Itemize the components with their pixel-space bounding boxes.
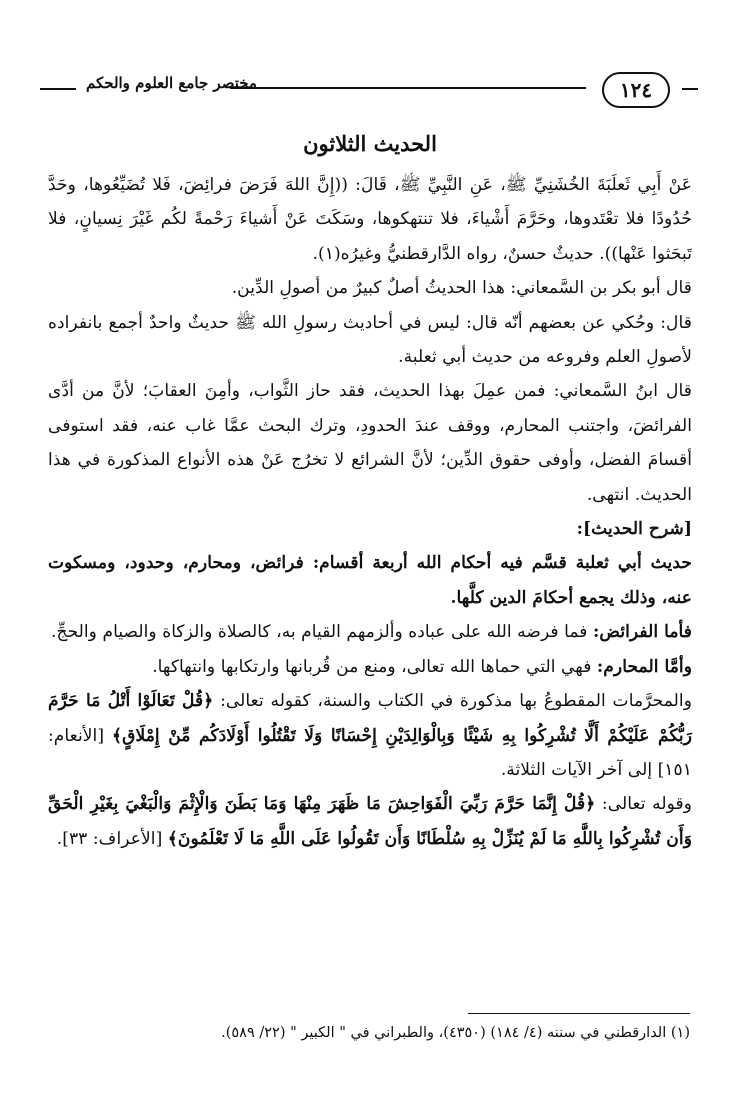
paragraph-ibn-samani: قال ابنُ السَّمعاني: فمن عمِلَ بهذا الحديث، فقد حاز الثَّواب، وأمِنَ العقابَ؛ لأنَّ من أدَّى الفرائضَ، واجتنب المحارم، ووقف عندَ الحدودِ، وترك البحث عمَّا غاب عنه، فقد استوفى أقسامَ الفضل، وأوفى حقوق الدِّين؛ لأنَّ الشرائع لا تخرُج عَنْ هذه الأنواع المذكورة في هذا الحديث. انتهى. <box>48 381 692 505</box>
hadith-text: عَنْ أَبِي ثَعلَبَةَ الخُشَنِيِّ ﷺ، عَنِ النَّبِيِّ ﷺ، قَالَ: ((إِنَّ اللهَ فَرَضَ فرائِضَ، فَلا تُضَيِّعُوها، وحَدَّ حُدُودًا فلا تعْتَدوها، وحَرَّمَ أَشْياءَ، فلا تنتهكوها، وسَكَتَ عَنْ أَشياءَ رَحْمةً لكُم غَيْرَ نِسيانٍ، فلا تَبحَثوا عَنْها)). حديثٌ حسنٌ، رواه الدَّارقطنيُّ وغيرُه(١). <box>48 175 692 264</box>
page-body <box>48 124 692 856</box>
araf-reference: [الأعراف: ٣٣]. <box>56 828 168 849</box>
explanation-faraid <box>48 615 692 649</box>
explanation-muharramat <box>48 684 692 787</box>
footnote-separator <box>468 1013 690 1014</box>
quran-verse-anam: ﴿قُلْ تَعَالَوْا أَتْلُ مَا حَرَّمَ رَبُّكُمْ عَلَيْكُمْ أَلَّا تُشْرِكُوا بِهِ شَيْئًا وَبِالْوَالِدَيْنِ إِحْسَانًا وَلَا تَقْتُلُوا أَوْلَادَكُم مِّنْ إِمْلَاقٍ﴾ <box>48 691 692 746</box>
paragraph-hukiya: قال: وحُكي عن بعضهم أنّه قال: ليس في أحاديث رسولِ الله ﷺ حديثٌ واحدٌ أجمع بانفراده لأصولِ العلم وفروعه من حديث أبي ثعلبة. <box>48 312 692 368</box>
maharim-lead: وأمَّا المحارم: <box>596 656 692 677</box>
header-dash-left <box>40 88 76 90</box>
faraid-lead: فأما الفرائض: <box>592 622 692 643</box>
quran-verse-araf: ﴿قُلْ إِنَّمَا حَرَّمَ رَبِّيَ الْفَوَاحِشَ مَا ظَهَرَ مِنْهَا وَمَا بَطَنَ وَالْإِثْمَ وَالْبَغْيَ بِغَيْرِ الْحَقِّ وَأَن تُشْرِكُوا بِاللَّهِ مَا لَمْ يُنَزِّلْ بِهِ سُلْطَانًا وَأَن تَقُولُوا عَلَى اللَّهِ مَا لَا تَعْلَمُونَ﴾ <box>48 794 692 849</box>
paragraph-samani: قال أبو بكر بن السَّمعاني: هذا الحديثُ أصلٌ كبيرٌ من أصولِ الدِّين. <box>231 278 692 299</box>
hadith-title: الحديث الثلاثون <box>303 131 437 156</box>
header-dash-right <box>682 88 698 90</box>
header-rule <box>230 87 586 89</box>
faraid-text: فما فرضه الله على عباده وألزمهم القيام به، كالصلاة والزكاة والصيام والحجِّ. <box>51 622 593 643</box>
anam-reference: [الأنعام: ١٥١] إلى آخر الآيات الثلاثة. <box>48 725 692 780</box>
explanation-intro <box>48 546 692 615</box>
explanation-maharim <box>48 650 692 684</box>
explanation-intro-text: حديث أبي ثعلبة قسَّم فيه أحكام الله أربعة أقسام: فرائض، ومحارم، وحدود، ومسكوت عنه، وذلك يجمع أحكامَ الدين كلَّها. <box>48 553 692 608</box>
section-heading: [شرح الحديث]: <box>576 519 692 540</box>
footnote: (١) الدارقطني في سننه (٤/ ١٨٤) (٤٣٥٠)، والطبراني في " الكبير " (٢٢/ ٥٨٩). <box>221 1025 690 1041</box>
explanation-araf <box>48 787 692 856</box>
muharramat-intro: والمحرَّمات المقطوعُ بها مذكورة في الكتاب والسنة، كقوله تعالى: <box>213 691 692 712</box>
maharim-text: فهي التي حماها الله تعالى، ومنع من قُربانها وارتكابها وانتهاكها. <box>152 656 597 677</box>
page-number: ١٢٤ <box>602 72 670 108</box>
running-title: مختصر جامع العلوم والحكم <box>86 74 257 92</box>
araf-intro: وقوله تعالى: <box>595 794 692 815</box>
page-header <box>40 72 698 108</box>
